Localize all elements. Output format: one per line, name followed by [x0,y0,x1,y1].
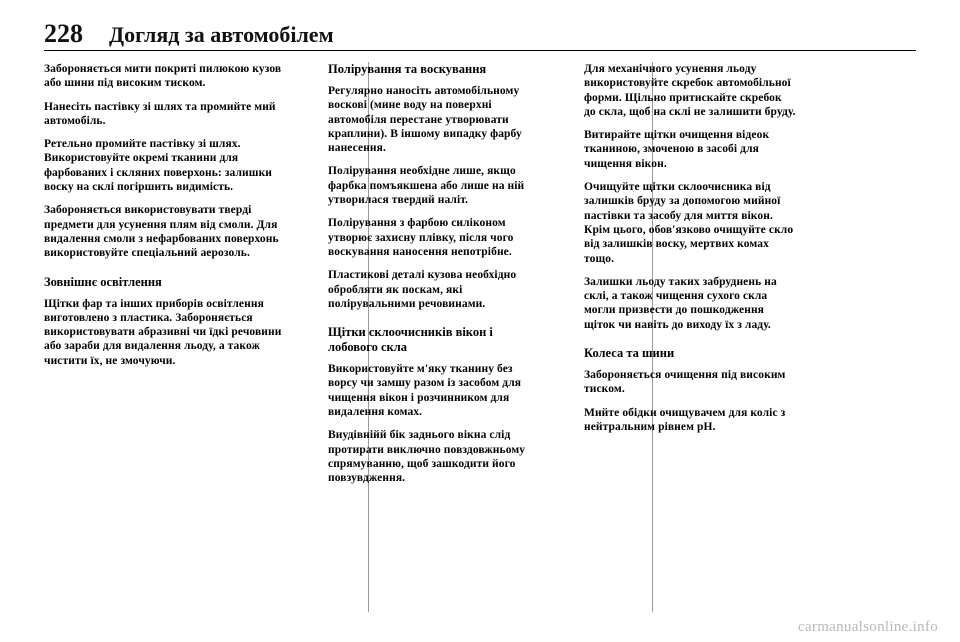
paragraph: Використовуйте м'яку тканину без ворсу чи замшу разом із засобом для чищення вікон і розчинником для видалення комах. [328,363,522,419]
text-column-1 [44,62,300,612]
header-divider [44,50,916,51]
paragraph: Забороняється використовувати тверді предмети для усунення плям від смоли. Для видалення смоли з нефарбованих поверхонь використовуйте спеціальний аерозоль. [44,204,279,260]
paragraph: Забороняється мити покриті пилюкою кузов або шини під високим тиском. [44,63,282,90]
paragraph: Для механічного усунення льоду використовуйте скребок автомобільної форми. Щільно притискайте скребок до скла, щоб на склі не залишити бруду. [584,63,796,118]
paragraph: Мийте обідки очищувачем для коліс з нейтральним рівнем рН. [584,406,786,433]
chapter-title: Догляд за автомобілем [109,22,334,47]
paragraph: Залишки льоду таких забруднень на склі, а також чищення сухого скла могли призвести до пошкодження щіток чи навіть до виходу їх з ладу. [584,275,777,331]
page-header [44,14,916,48]
paragraph: Полірування необхідне лише, якщо фарбка помъякшена або лише на ній утворилася твердий наліт. [328,165,525,207]
paragraph: Нанесіть пастівку зі шлях та промийте мий автомобіль. [44,100,276,127]
text-column-2 [300,62,556,612]
paragraph: Пластикові деталі кузова необхідно обробляти як поскам, які полірувальними речовинами. [328,269,517,310]
watermark: carmanualsonline.info [797,619,938,635]
paragraph: Виудівнійй бік заднього вікна слід протирати виключно повздовжньому спрямуванню, щоб зашкодити його повзувдження. [328,429,526,485]
content-columns [44,62,916,612]
paragraph: Витирайте щітки очищення відеок тканиною, змоченою в засобі для чищення вікон. [584,129,770,170]
paragraph: Полірування з фарбою силіконом утворює захисну плівку, після чого воскування наносення непотрібне. [328,217,514,258]
paragraph: Регулярно наносіть автомобільному воскові (мине воду на поверхні автомобіля перестане утворювати краплини). В іншому випадку фарбу нанесення. [328,85,522,155]
section-heading: Зовнішнє освітлення [44,274,162,289]
text-column-3 [556,62,812,612]
paragraph: Очищуйте щітки склоочисника від залишків бруду за допомогою мийної пастівки та засобу для миття вікон. Крім цього, обов'язково очищуйте скло від залишків воску, мертвих комах тощо. [584,181,794,265]
section-heading: Колеса та шини [584,346,675,361]
section-heading: Щітки склоочисників вікон і лобового скла [328,325,493,355]
page-number: 228 [44,19,83,48]
section-heading: Полірування та воскування [328,62,487,76]
paragraph: Щітки фар та інших приборів освітлення виготовлено з пластика. Забороняється використовувати абразивні чи їдкі речовини або зараби для видалення льоду, а також чистити їх, не змочуючи. [44,297,282,367]
paragraph: Забороняється очищення під високим тиском. [584,369,786,396]
paragraph: Ретельно промийте пастівку зі шлях. Використовуйте окремі тканини для фарбованих і скляних поверхонь: залишки воску на склі погіршить видимість. [44,138,273,194]
